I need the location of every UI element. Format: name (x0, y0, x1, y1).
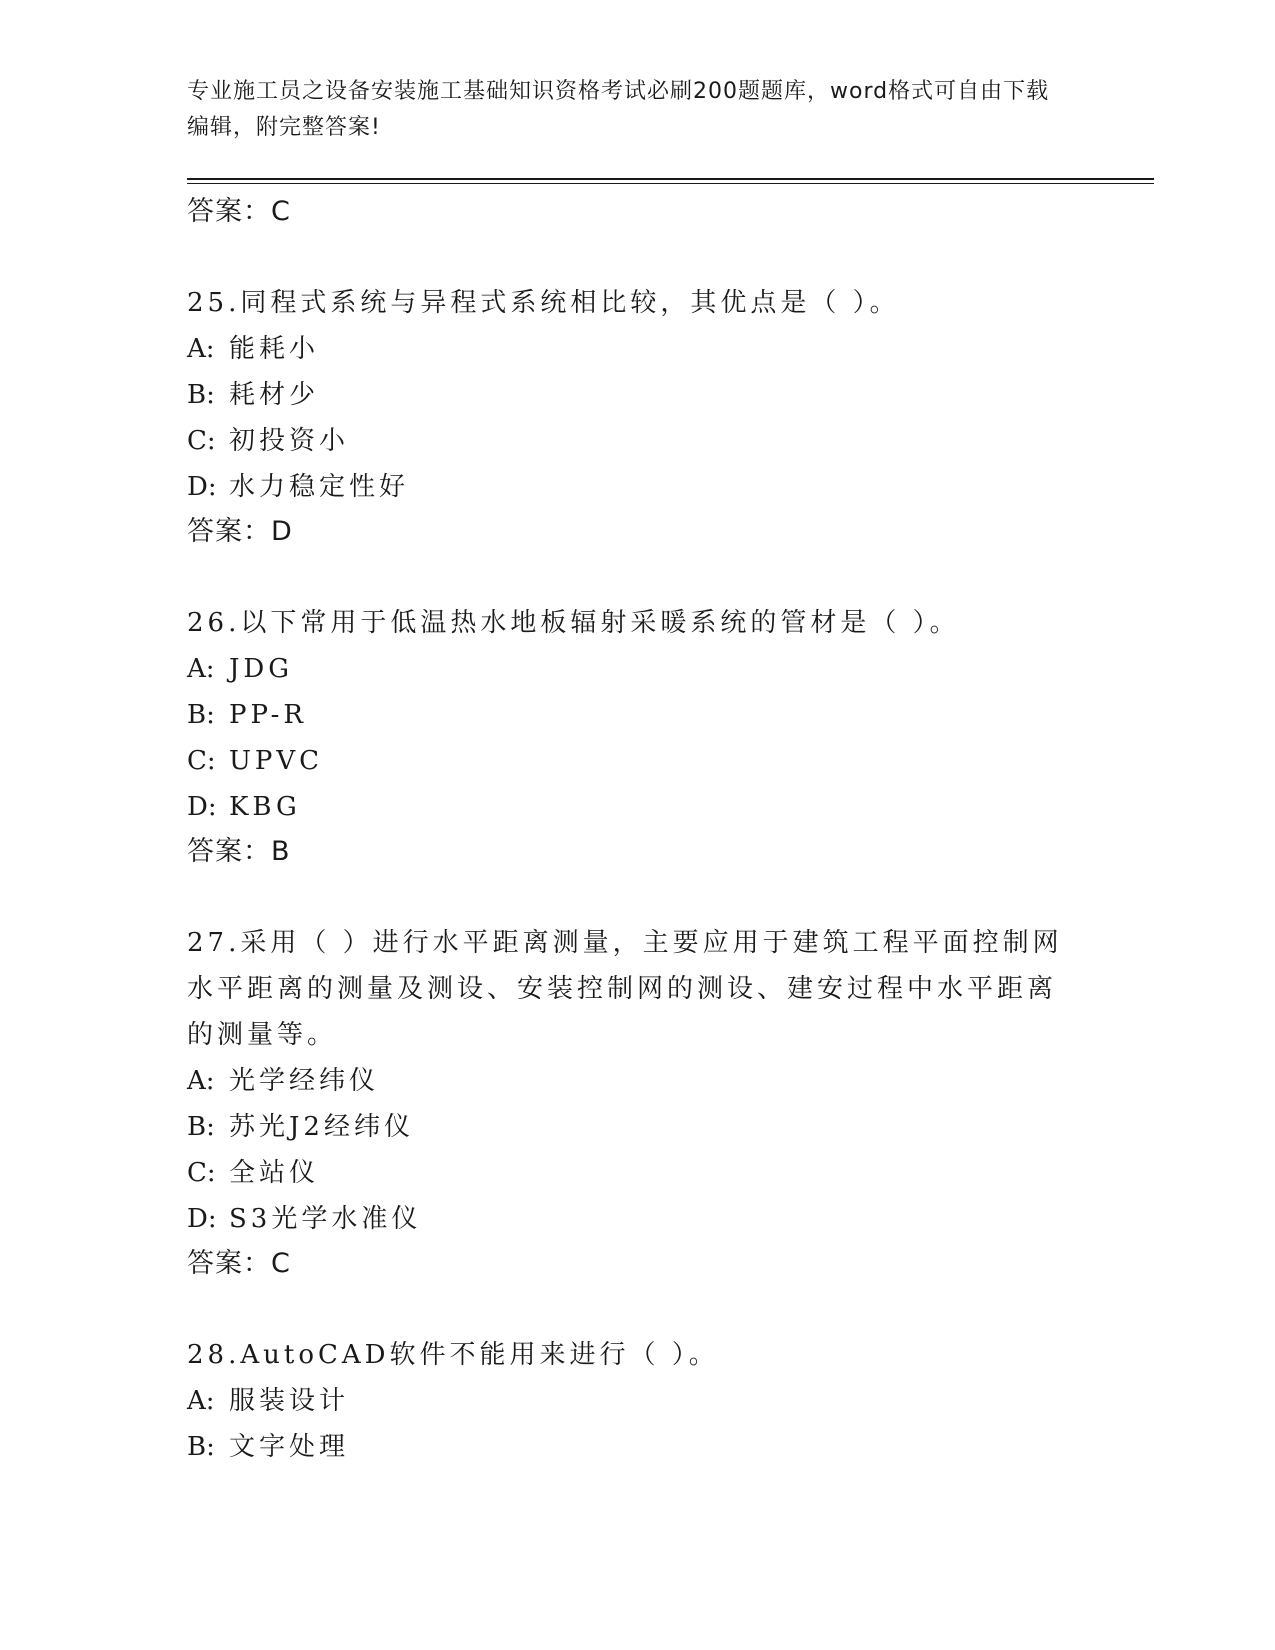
option-text: 全站仪 (229, 1158, 320, 1188)
option-text: JDG (229, 654, 294, 684)
option-text: S3光学水准仪 (229, 1204, 422, 1234)
option-text: PP-R (229, 700, 307, 730)
option-a (187, 1378, 1067, 1424)
option-d (187, 464, 1067, 510)
option-a (187, 646, 1067, 692)
option-label: B: (187, 700, 215, 730)
option-label: D: (187, 1204, 217, 1234)
header-divider-thin (187, 183, 1154, 184)
question-text: 25.同程式系统与异程式系统相比较，其优点是（ ）。 (187, 288, 900, 318)
option-c (187, 738, 1067, 784)
option-text: UPVC (229, 746, 324, 776)
option-label: C: (187, 426, 216, 456)
answer-25: 答案：D (187, 516, 293, 547)
option-label: C: (187, 746, 216, 776)
option-c (187, 418, 1067, 464)
spacer (187, 1286, 1067, 1332)
option-text: 能耗小 (229, 334, 320, 364)
option-b (187, 692, 1067, 738)
answer-27: 答案：C (187, 1248, 291, 1279)
header-divider-thick (187, 178, 1154, 180)
option-c (187, 1150, 1067, 1196)
option-label: D: (187, 792, 217, 822)
question-27 (187, 920, 1067, 1286)
option-b (187, 372, 1067, 418)
spacer (187, 874, 1067, 920)
option-label: A: (187, 1386, 215, 1416)
answer-26: 答案：B (187, 836, 291, 867)
question-25 (187, 280, 1067, 554)
question-list (187, 190, 1067, 1470)
option-label: A: (187, 1066, 215, 1096)
option-text: 苏光J2经纬仪 (229, 1112, 414, 1142)
option-text: 文字处理 (229, 1432, 350, 1462)
question-text: 26.以下常用于低温热水地板辐射采暖系统的管材是（ ）。 (187, 608, 960, 638)
option-d (187, 1196, 1067, 1242)
option-label: B: (187, 380, 215, 410)
option-d (187, 784, 1067, 830)
option-a (187, 326, 1067, 372)
option-label: C: (187, 1158, 216, 1188)
option-a (187, 1058, 1067, 1104)
option-text: KBG (229, 792, 301, 822)
option-label: A: (187, 334, 215, 364)
page-header: 专业施工员之设备安装施工基础知识资格考试必刷200题题库，word格式可自由下载编辑，附完整答案! (187, 79, 1050, 140)
option-label: B: (187, 1432, 215, 1462)
option-text: 初投资小 (229, 426, 350, 456)
option-text: 光学经纬仪 (229, 1066, 380, 1096)
option-label: A: (187, 654, 215, 684)
option-text: 耗材少 (229, 380, 320, 410)
option-text: 服装设计 (229, 1386, 350, 1416)
question-text: 28.AutoCAD软件不能用来进行（ ）。 (187, 1340, 719, 1370)
question-28 (187, 1332, 1067, 1470)
option-label: B: (187, 1112, 215, 1142)
spacer (187, 554, 1067, 600)
question-26 (187, 600, 1067, 874)
option-text: 水力稳定性好 (229, 472, 410, 502)
question-text: 27.采用（ ）进行水平距离测量，主要应用于建筑工程平面控制网水平距离的测量及测设、安装控制网的测设、建安过程中水平距离的测量等。 (187, 928, 1063, 1050)
spacer (187, 234, 1067, 280)
option-b (187, 1424, 1067, 1470)
option-b (187, 1104, 1067, 1150)
answer-previous: 答案：C (187, 196, 291, 227)
option-label: D: (187, 472, 217, 502)
